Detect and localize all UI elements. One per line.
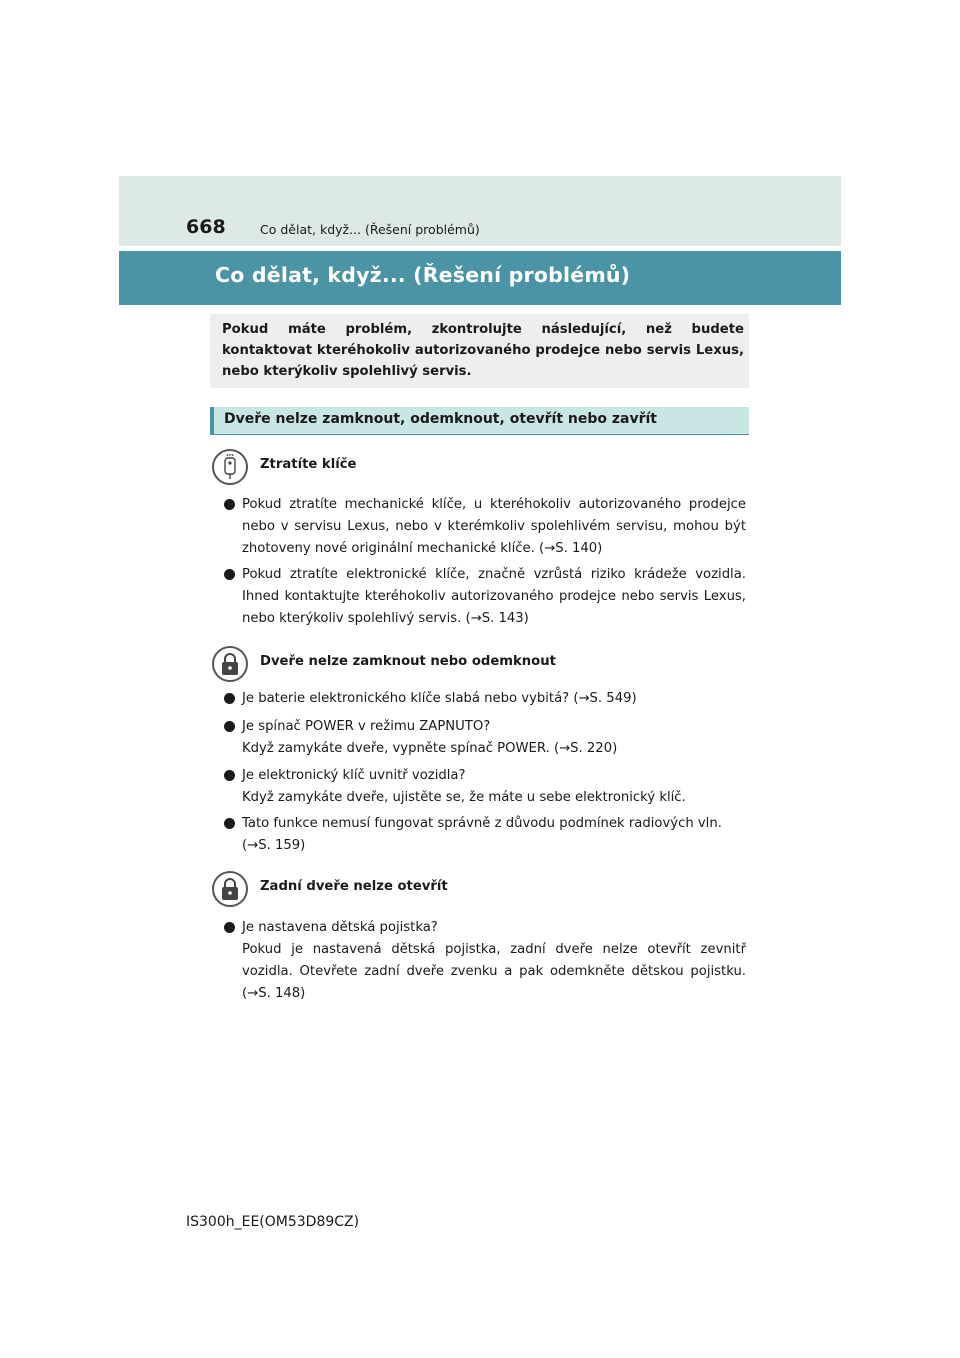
footer-code: IS300h_EE(OM53D89CZ) xyxy=(186,1214,360,1230)
bullet-icon xyxy=(224,569,235,580)
section-heading xyxy=(210,407,749,435)
bullet-icon xyxy=(224,721,235,732)
bullet-icon xyxy=(224,693,235,704)
subsection-title: Ztratíte klíče xyxy=(260,457,357,472)
list-item-line: Je elektronický klíč uvnitř vozidla? xyxy=(242,768,466,783)
running-title: Co dělat, když... (Řešení problémů) xyxy=(260,222,480,237)
list-item-text: Pokud ztratíte elektronické klíče, značně vzrůstá riziko krádeže vozidla. Ihned kontaktujte kteréhokoliv autorizovaného prodejce nebo servis Lexus, nebo kterýkoliv spolehlivý servis. (→S. 143) xyxy=(242,567,746,626)
bullet-icon xyxy=(224,770,235,781)
list-item-text xyxy=(242,716,746,760)
list-item xyxy=(224,917,746,1005)
section-heading-text: Dveře nelze zamknout, odemknout, otevřít nebo zavřít xyxy=(224,411,657,427)
list-item-line: Když zamykáte dveře, vypněte spínač POWER. (→S. 220) xyxy=(242,741,618,756)
list-item-line: (→S. 159) xyxy=(242,838,306,853)
list-item xyxy=(224,564,746,630)
intro-box xyxy=(210,314,749,388)
bullet-icon xyxy=(224,499,235,510)
key-icon xyxy=(212,449,248,485)
page-title: Co dělat, když... (Řešení problémů) xyxy=(215,263,631,287)
header-band xyxy=(119,176,841,246)
list-item-text xyxy=(242,917,746,1005)
list-item-line: Když zamykáte dveře, ujistěte se, že máte u sebe elektronický klíč. xyxy=(242,790,686,805)
page-number: 668 xyxy=(186,216,226,238)
list-item-text: Je baterie elektronického klíče slabá nebo vybitá? (→S. 549) xyxy=(242,691,637,706)
list-item xyxy=(224,716,746,760)
intro-text: Pokud máte problém, zkontrolujte následující, než budete kontaktovat kteréhokoliv autorizovaného prodejce nebo servis Lexus, nebo kterýkoliv spolehlivý servis. xyxy=(222,322,744,379)
list-item-line: Pokud je nastavená dětská pojistka, zadní dveře nelze otevřít zevnitř vozidla. Otevřete zadní dveře zvenku a pak odemkněte dětskou pojistku. (→S. 148) xyxy=(242,942,746,1001)
bullet-icon xyxy=(224,818,235,829)
list-item-text xyxy=(242,765,746,809)
list-item-line: Je spínač POWER v režimu ZAPNUTO? xyxy=(242,719,491,734)
subsection-title: Dveře nelze zamknout nebo odemknout xyxy=(260,654,556,669)
lock-icon xyxy=(212,646,248,682)
subsection-title: Zadní dveře nelze otevřít xyxy=(260,879,448,894)
lock-icon xyxy=(212,871,248,907)
list-item-text: Pokud ztratíte mechanické klíče, u kteréhokoliv autorizovaného prodejce nebo v servisu Lexus, nebo v kterémkoliv spolehlivém servisu, mohou být zhotoveny nové originální mechanické klíče. (→S. 140) xyxy=(242,497,746,556)
list-item-line: Je nastavena dětská pojistka? xyxy=(242,920,438,935)
title-band xyxy=(119,251,841,305)
list-item-line: Tato funkce nemusí fungovat správně z důvodu podmínek radiových vln. xyxy=(242,816,722,831)
list-item-text xyxy=(242,813,746,857)
list-item xyxy=(224,765,746,809)
bullet-icon xyxy=(224,922,235,933)
list-item xyxy=(224,688,746,710)
list-item xyxy=(224,494,746,560)
list-item xyxy=(224,813,746,857)
